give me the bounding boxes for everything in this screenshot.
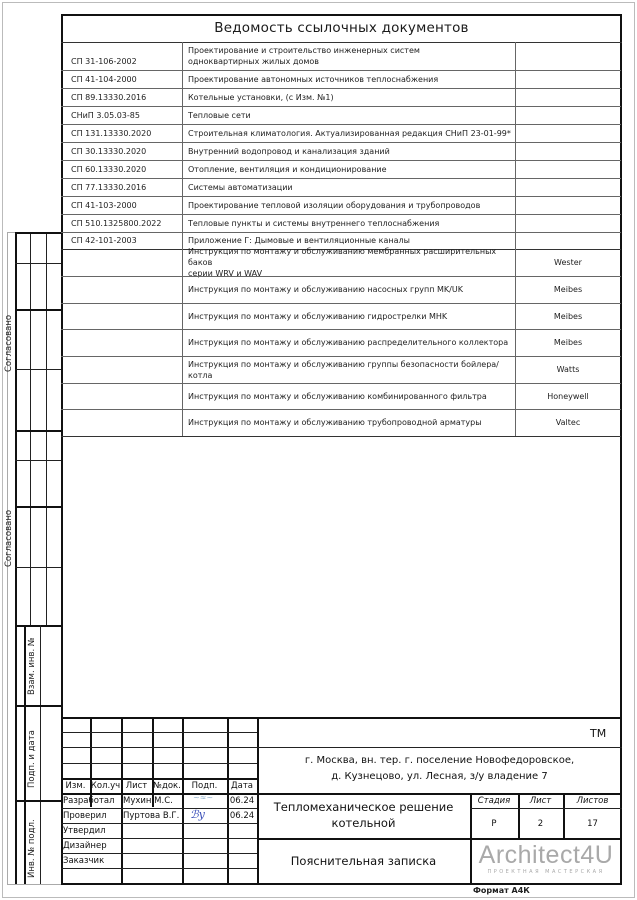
role-label: Дизайнер	[63, 841, 107, 851]
reference-description	[182, 42, 515, 70]
project-code: ТМ	[590, 726, 607, 740]
reference-description	[182, 409, 515, 436]
logo-text: Architect4U	[478, 841, 614, 869]
description-line: Системы автоматизации	[188, 182, 293, 192]
reference-code: СП 131.13330.2020	[71, 128, 152, 138]
reference-code: СП 60.13330.2020	[71, 164, 147, 174]
company-logo	[470, 841, 622, 884]
manufacturer: Meibes	[553, 311, 583, 321]
logo-subtitle: ПРОЕКТНАЯ МАСТЕРСКАЯ	[487, 869, 605, 875]
sign-date-label: Подп. и дата	[27, 730, 37, 788]
reference-code	[61, 303, 182, 329]
reference-description	[182, 178, 515, 196]
manufacturer	[515, 160, 621, 178]
reference-code	[61, 249, 182, 276]
format-label: Формат А4К	[473, 886, 530, 895]
approved-label-1: Согласовано	[4, 314, 14, 372]
manufacturer: Meibes	[553, 338, 583, 347]
description-line: Котельные установки, (с Изм. №1)	[188, 92, 334, 102]
description-line: Приложение Г: Дымовые и вентиляционные каналы	[188, 236, 410, 245]
reference-description	[182, 124, 515, 142]
reference-description	[182, 303, 515, 329]
manufacturer	[515, 196, 621, 214]
manufacturer	[515, 214, 621, 232]
description-line: Инструкция по монтажу и обслуживанию мембранных расширительных баков	[188, 247, 497, 267]
role-name	[123, 854, 181, 868]
row-divider	[61, 436, 621, 437]
signature-icon: ℬу	[190, 808, 206, 821]
reference-description	[182, 329, 515, 356]
reference-code	[61, 383, 182, 409]
manufacturer: Meibes	[553, 285, 583, 294]
column-divider	[515, 42, 516, 436]
description-line: Инструкция по монтажу и обслуживанию трубопроводной арматуры	[188, 418, 482, 427]
reference-description	[182, 249, 515, 276]
reference-code	[61, 276, 182, 303]
description-line: Внутренний водопровод и канализация зданий	[188, 146, 390, 156]
description-line: Тепловые сети	[188, 110, 251, 120]
description-line: одноквартирных жилых домов	[188, 57, 320, 66]
reference-code	[61, 356, 182, 383]
header-data: Дата	[230, 781, 253, 791]
reference-description	[182, 70, 515, 88]
description-line: Инструкция по монтажу и обслуживанию распределительного коллектора	[188, 338, 509, 347]
reference-code: СП 89.13330.2016	[71, 92, 147, 102]
stage-value: Р	[491, 818, 497, 829]
reference-description	[182, 88, 515, 106]
reference-code: СП 41-104-2000	[71, 74, 137, 84]
role-date	[227, 839, 257, 853]
reference-code: СП 31-106-2002	[71, 57, 137, 66]
manufacturer: Honeywell	[547, 391, 589, 401]
manufacturer: Valtec	[555, 418, 581, 427]
manufacturer	[515, 232, 621, 249]
manufacturer	[515, 42, 621, 70]
manufacturer	[515, 70, 621, 88]
header-n-dok: №док.	[153, 781, 181, 791]
description-line: Тепловые пункты и системы внутреннего теплоснабжения	[188, 218, 440, 228]
role-date: 06.24	[229, 811, 255, 821]
description-line: Инструкция по монтажу и обслуживанию комбинированного фильтра	[188, 391, 487, 401]
reference-code: СП 510.1325800.2022	[71, 218, 162, 228]
original-inv-label: Инв. № подл.	[27, 819, 37, 878]
reference-description	[182, 383, 515, 409]
role-name	[123, 839, 181, 853]
description-line: Инструкция по монтажу и обслуживанию группы безопасности бойлера/котла	[188, 359, 499, 380]
description-line: Проектирование автономных источников теплоснабжения	[188, 74, 439, 84]
reference-code: СП 77.13330.2016	[71, 182, 147, 192]
stage-label: Стадия	[477, 796, 511, 806]
project-line-1: Тепломеханическое решение	[273, 800, 454, 814]
reference-description	[182, 276, 515, 303]
reference-description	[182, 214, 515, 232]
sheet-value: 2	[537, 818, 544, 829]
sheets-label: Листов	[576, 796, 609, 806]
header-kol-uch: Кол.уч	[90, 781, 121, 791]
reference-code: СП 41-103-2000	[71, 200, 137, 210]
reference-code	[61, 329, 182, 356]
reference-description	[182, 106, 515, 124]
reference-code: СП 30.13330.2020	[71, 146, 147, 156]
manufacturer	[515, 106, 621, 124]
role-label: Утвердил	[63, 826, 106, 836]
description-line: Строительная климатология. Актуализированная редакция СНиП 23-01-99*	[188, 128, 511, 138]
role-date	[227, 854, 257, 868]
manufacturer: Watts	[556, 365, 580, 374]
manufacturer	[515, 178, 621, 196]
reference-description	[182, 356, 515, 383]
address-line-1: г. Москва, вн. тер. г. поселение Новофедоровское,	[304, 755, 575, 766]
header-podp: Подп.	[191, 781, 218, 791]
sheet-title: Пояснительная записка	[290, 854, 437, 868]
role-label: Разработал	[63, 796, 115, 806]
role-label: Проверил	[63, 811, 107, 821]
manufacturer	[515, 142, 621, 160]
role-name: Пуртова В.Г.	[123, 811, 180, 821]
approved-label-2: Согласовано	[4, 509, 14, 567]
description-line: Проектирование и строительство инженерных систем	[188, 46, 420, 55]
replacement-inv-label: Взам. инв. №	[27, 637, 37, 695]
description-line: Инструкция по монтажу и обслуживанию насосных групп MK/UK	[188, 285, 463, 294]
manufacturer	[515, 124, 621, 142]
header-list: Лист	[125, 781, 148, 791]
role-date	[227, 824, 257, 838]
reference-code: СНиП 3.05.03-85	[71, 110, 140, 120]
role-name: Мухин М.С.	[123, 796, 173, 806]
signature-icon: ~≈~	[193, 793, 214, 802]
manufacturer: Wester	[554, 258, 582, 267]
description-line: серии WRV и WAV	[188, 269, 263, 278]
role-label: Заказчик	[63, 856, 105, 866]
header-izm: Изм.	[65, 781, 86, 791]
role-name	[123, 824, 181, 838]
reference-code	[61, 409, 182, 436]
page-title: Ведомость ссылочных документов	[214, 20, 469, 36]
project-line-2: котельной	[331, 816, 396, 830]
reference-description	[182, 142, 515, 160]
sheets-value: 17	[587, 818, 598, 829]
address-line-2: д. Кузнецово, ул. Лесная, з/у владение 7	[331, 771, 548, 782]
column-divider	[182, 42, 183, 436]
manufacturer	[515, 88, 621, 106]
description-line: Проектирование тепловой изоляции оборудования и трубопроводов	[188, 200, 481, 210]
reference-code: СП 42-101-2003	[71, 236, 137, 245]
description-line: Инструкция по монтажу и обслуживанию гидрострелки MHK	[188, 311, 448, 321]
reference-description	[182, 160, 515, 178]
reference-description	[182, 196, 515, 214]
role-date: 06.24	[229, 796, 255, 806]
sheet-label: Лист	[529, 796, 552, 806]
description-line: Отопление, вентиляция и кондиционирование	[188, 164, 387, 174]
